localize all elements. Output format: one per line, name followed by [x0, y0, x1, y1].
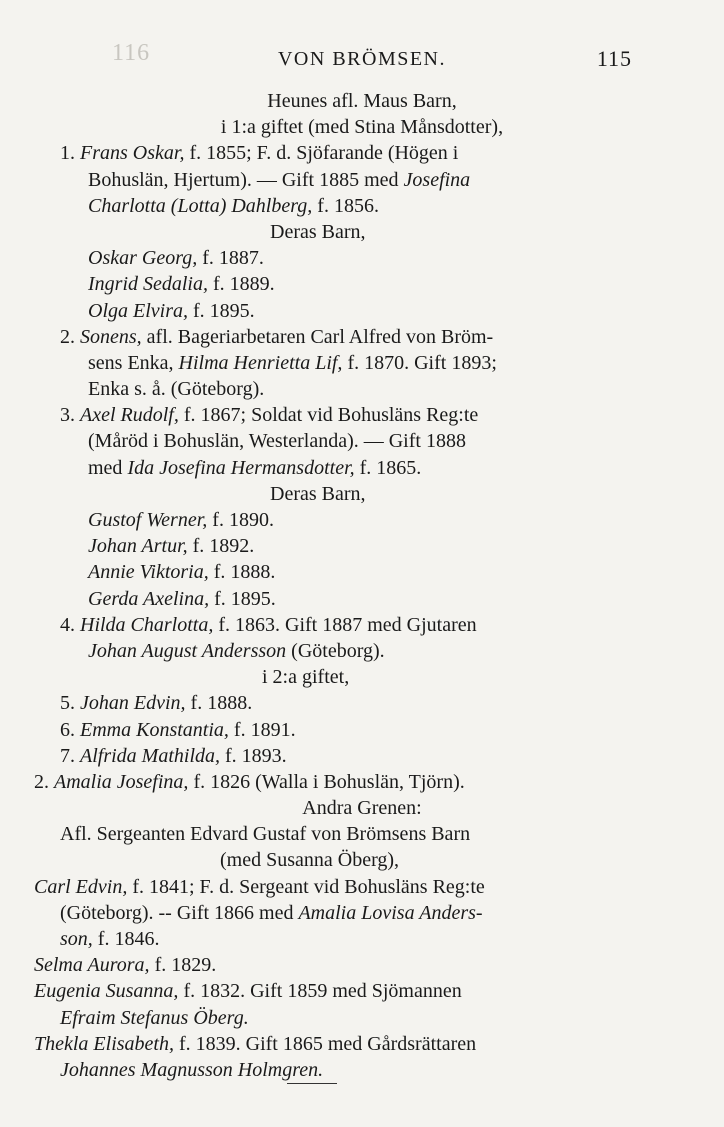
- italic-run: Gustof Werner,: [88, 509, 208, 531]
- text-run: f. 1890.: [207, 509, 274, 531]
- text-line: [0, 324, 724, 350]
- text-run: f. 1889.: [208, 273, 275, 296]
- italic-run: Gerda Axelina,: [88, 587, 210, 610]
- text-line: [0, 114, 724, 140]
- text-line: [0, 795, 724, 821]
- italic-run: Johan August Andersson: [88, 639, 287, 662]
- text-run: f. 1846.: [92, 928, 160, 950]
- italic-run: Axel Rudolf,: [80, 404, 179, 427]
- text-run: Bohuslän, Hjertum). — Gift 1885 med: [88, 168, 404, 191]
- italic-run: Ingrid Sedalia,: [88, 273, 208, 296]
- italic-run: Charlotta (Lotta) Dahlberg,: [88, 194, 313, 217]
- text-run: (med Susanna Öberg),: [220, 849, 400, 872]
- italic-run: Amalia Josefina,: [54, 770, 189, 793]
- text-line: [0, 664, 724, 690]
- text-line: [0, 167, 724, 193]
- italic-run: Ida Josefina Hermansdotter,: [127, 456, 355, 479]
- page-number: 115: [596, 46, 632, 71]
- italic-run: Selma Aurora,: [34, 954, 150, 977]
- text-line: [0, 140, 724, 166]
- italic-run: Alfrida Mathilda,: [80, 744, 220, 767]
- text-line: [0, 428, 724, 454]
- text-line: [0, 952, 724, 978]
- italic-run: Thekla Elisabeth,: [34, 1032, 174, 1055]
- text-run: f. 1893.: [220, 744, 287, 767]
- text-run: f. 1895.: [209, 587, 276, 610]
- italic-run: Carl Edvin,: [34, 875, 128, 898]
- text-run: 2.: [34, 770, 54, 793]
- text-run: 3.: [60, 404, 80, 427]
- text-run: Afl. Sergeanten Edvard Gustaf von Brömsens Barn: [60, 823, 471, 846]
- italic-run: Frans Oskar,: [80, 142, 185, 165]
- text-run: f. 1832. Gift 1859 med Sjömannen: [178, 980, 462, 1003]
- text-run: f. 1867; Soldat vid Bohusläns Reg:te: [178, 404, 479, 427]
- italic-run: son,: [60, 928, 93, 950]
- italic-run: Josefina: [403, 168, 471, 191]
- text-run: f. 1870. Gift 1893;: [342, 351, 497, 374]
- text-line: [0, 874, 724, 900]
- text-line: [0, 612, 724, 638]
- text-run: Andra Grenen:: [302, 797, 422, 820]
- text-line: [0, 507, 724, 533]
- text-line: [0, 298, 724, 324]
- text-run: 5.: [60, 692, 80, 715]
- text-line: [0, 245, 724, 271]
- text-line: [0, 769, 724, 795]
- text-line: [0, 900, 724, 926]
- italic-run: Eugenia Susanna,: [34, 980, 179, 1003]
- text-run: 4.: [60, 613, 80, 636]
- text-run: i 1:a giftet (med Stina Månsdotter),: [220, 116, 504, 139]
- text-line: [0, 743, 724, 769]
- text-run: 7.: [60, 744, 80, 767]
- text-line: [0, 402, 724, 428]
- text-line: [0, 559, 724, 585]
- page-body: [0, 88, 724, 1083]
- running-head: VON BRÖMSEN.: [277, 48, 447, 70]
- text-run: f. 1892.: [187, 535, 255, 558]
- text-run: (Göteborg).: [286, 639, 385, 662]
- show-through-page-number: 116: [112, 40, 151, 66]
- italic-run: Sonens,: [80, 325, 142, 348]
- italic-run: Efraim Stefanus Öberg.: [60, 1006, 249, 1029]
- text-line: [0, 978, 724, 1004]
- text-run: f. 1841; F. d. Sergeant vid Bohusläns Reg:te: [127, 875, 485, 898]
- text-run: Heunes afl. Maus Barn,: [267, 90, 457, 112]
- italic-run: Amalia Lovisa Anders-: [298, 901, 483, 924]
- text-line: [0, 193, 724, 219]
- text-line: [0, 1005, 724, 1031]
- text-line: [0, 219, 724, 245]
- text-run: f. 1895.: [188, 299, 255, 322]
- text-run: 2.: [60, 325, 80, 348]
- text-run: f. 1891.: [228, 718, 296, 741]
- text-run: f. 1888.: [185, 692, 253, 715]
- text-line: [0, 1057, 724, 1083]
- italic-run: Oskar Georg,: [88, 247, 198, 270]
- text-line: [0, 376, 724, 402]
- text-line: [0, 717, 724, 743]
- text-line: [0, 926, 724, 952]
- text-line: [0, 533, 724, 559]
- text-line: [0, 271, 724, 297]
- text-run: f. 1865.: [354, 456, 422, 479]
- text-line: [0, 1031, 724, 1057]
- text-run: Deras Barn,: [270, 220, 366, 243]
- text-run: Deras Barn,: [270, 482, 366, 505]
- text-line: [0, 847, 724, 873]
- text-run: 6.: [60, 718, 80, 741]
- text-run: med: [88, 456, 128, 479]
- end-rule: [287, 1083, 337, 1084]
- text-line: [0, 690, 724, 716]
- text-line: [0, 88, 724, 114]
- italic-run: Johannes Magnusson Holmgren.: [60, 1058, 324, 1081]
- text-run: (Göteborg). -- Gift 1866 med: [60, 901, 299, 924]
- text-run: i 2:a giftet,: [262, 666, 350, 689]
- text-run: f. 1855; F. d. Sjöfarande (Högen i: [184, 142, 459, 165]
- text-run: sens Enka,: [88, 351, 179, 374]
- text-run: f. 1839. Gift 1865 med Gårdsrättaren: [173, 1032, 477, 1055]
- text-run: f. 1829.: [149, 954, 217, 977]
- text-run: Enka s. å. (Göteborg).: [88, 378, 265, 401]
- text-line: [0, 350, 724, 376]
- text-run: f. 1888.: [208, 561, 276, 584]
- italic-run: Johan Artur,: [88, 535, 188, 558]
- italic-run: Hilma Henrietta Lif,: [178, 351, 343, 374]
- text-run: f. 1826 (Walla i Bohuslän, Tjörn).: [188, 770, 465, 793]
- text-run: (Måröd i Bohuslän, Westerlanda). — Gift 1888: [88, 430, 466, 453]
- text-line: [0, 586, 724, 612]
- italic-run: Olga Elvira,: [88, 299, 188, 322]
- text-line: [0, 455, 724, 481]
- text-run: f. 1856.: [312, 194, 379, 217]
- italic-run: Emma Konstantia,: [80, 718, 229, 741]
- italic-run: Johan Edvin,: [80, 692, 186, 715]
- page-header: [0, 44, 724, 76]
- text-line: [0, 821, 724, 847]
- text-line: [0, 481, 724, 507]
- text-run: f. 1887.: [197, 247, 264, 270]
- text-run: 1.: [60, 142, 80, 165]
- italic-run: Hilda Charlotta,: [80, 613, 214, 636]
- italic-run: Annie Viktoria,: [88, 561, 209, 584]
- text-run: f. 1863. Gift 1887 med Gjutaren: [213, 613, 477, 636]
- text-run: afl. Bageriarbetaren Carl Alfred von Bröm-: [141, 325, 494, 348]
- text-line: [0, 638, 724, 664]
